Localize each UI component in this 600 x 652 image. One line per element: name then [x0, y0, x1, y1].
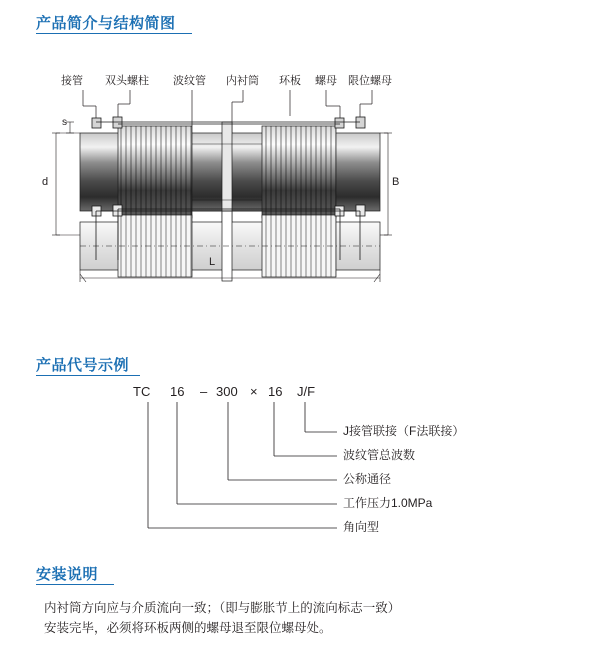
code-legend-item: 工作压力1.0MPa	[343, 496, 433, 510]
callout-label: 环板	[279, 75, 301, 87]
callout-label: 内衬筒	[226, 75, 259, 87]
section-title-intro: 产品简介与结构简图	[36, 15, 176, 32]
callout-label: 波纹管	[173, 75, 206, 87]
section-underline-install	[36, 584, 114, 585]
code-legend-item: 公称通径	[343, 472, 392, 486]
section-underline-intro	[36, 33, 192, 34]
code-legend-item: 波纹管总波数	[343, 448, 416, 462]
code-part: ×	[250, 384, 258, 399]
code-part: TC	[133, 384, 151, 399]
dimension-label-L: L	[209, 256, 216, 268]
code-part: 16	[170, 384, 185, 399]
callout-label: 接管	[61, 75, 83, 87]
structure-diagram-svg	[0, 60, 600, 290]
section-title-install: 安装说明	[36, 566, 99, 583]
code-part: –	[200, 384, 208, 399]
code-legend-item: J接管联接（F法联接）	[343, 424, 465, 438]
callout-label: 螺母	[315, 75, 337, 87]
product-code-diagram	[0, 380, 600, 540]
install-note-line: 安装完毕，必须将环板两侧的螺母退至限位螺母处。	[44, 621, 332, 635]
install-note-line: 内衬筒方向应与介质流向一致；（即与膨胀节上的流向标志一致）	[44, 601, 401, 615]
section-title-code: 产品代号示例	[36, 357, 130, 374]
dimension-label-B: B	[392, 176, 400, 188]
callout-label: 限位螺母	[348, 75, 392, 87]
code-leader-lines	[0, 380, 600, 540]
code-legend-item: 角向型	[343, 520, 380, 534]
dimension-label-d: d	[42, 176, 49, 188]
code-part: 300	[216, 384, 238, 399]
code-part: J/F	[297, 384, 316, 399]
install-notes	[44, 598, 564, 638]
callout-label: 双头螺柱	[105, 75, 149, 87]
structure-diagram	[0, 60, 600, 290]
dimension-label-s: s	[62, 117, 67, 128]
section-underline-code	[36, 375, 140, 376]
code-part: 16	[268, 384, 283, 399]
